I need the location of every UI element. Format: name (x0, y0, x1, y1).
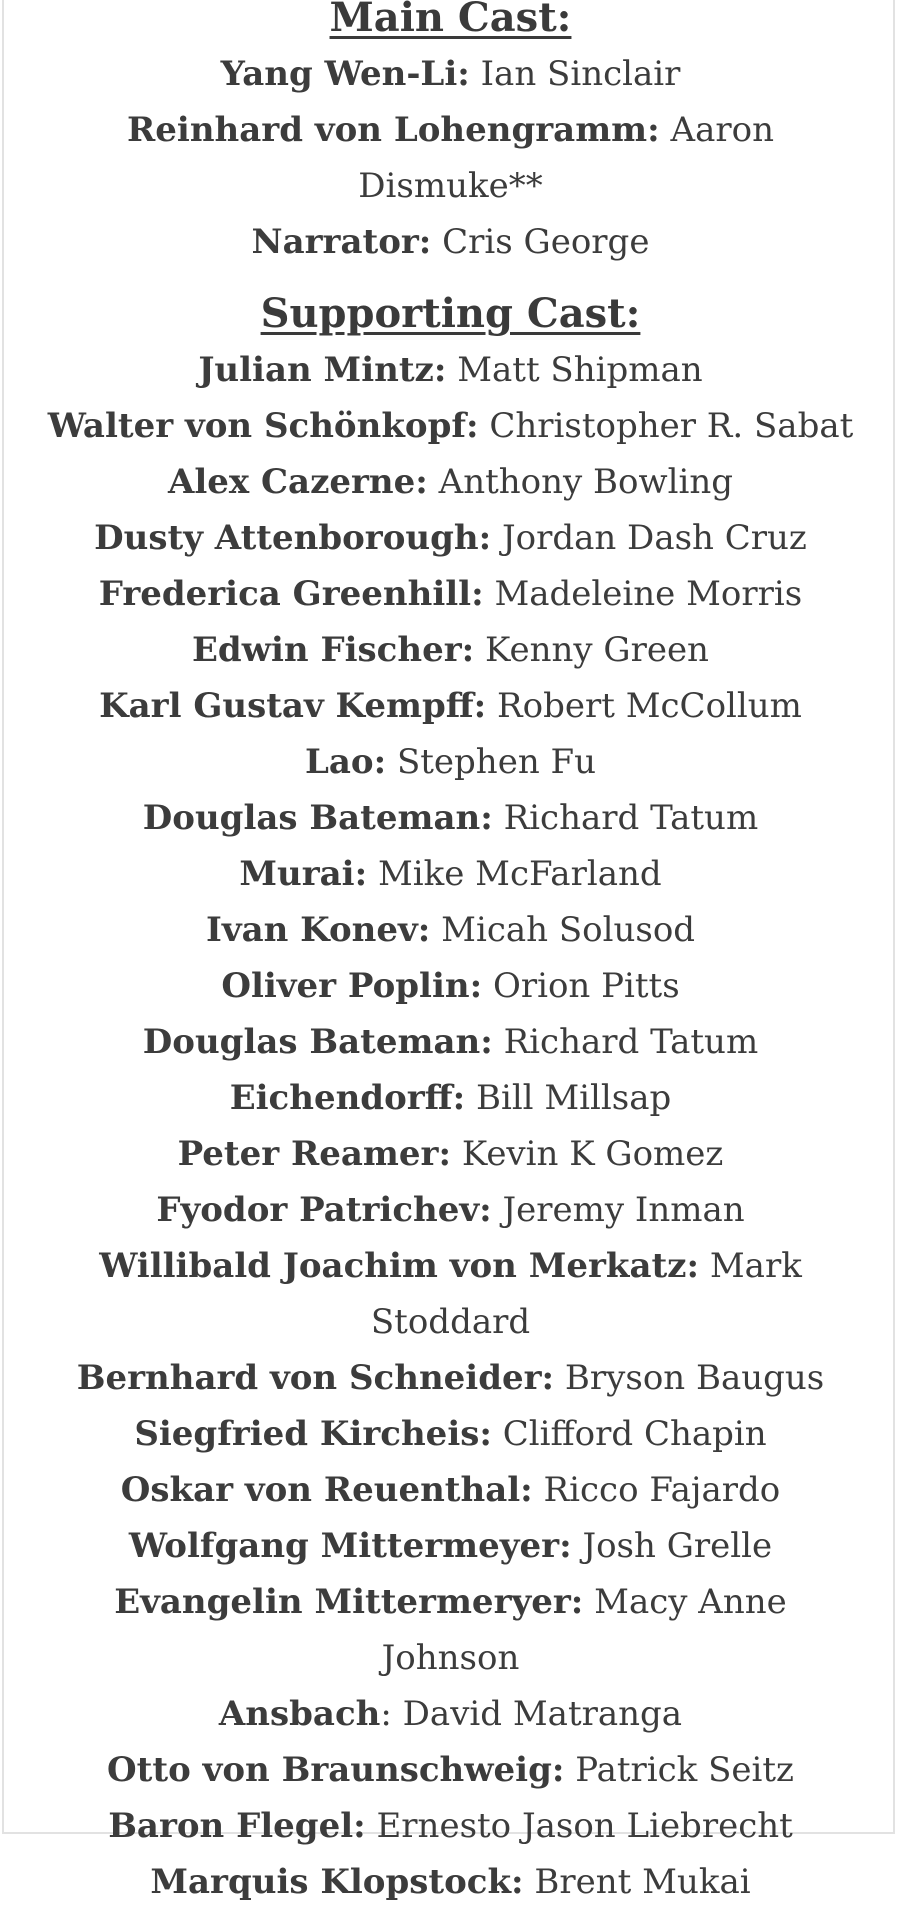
character-name: Bernhard von Schneider: (76, 1358, 555, 1398)
main-cast-list (4, 46, 897, 270)
cast-entry (4, 902, 897, 958)
character-name: Douglas Bateman: (142, 1022, 493, 1062)
character-name: Willibald Joachim von Merkatz: (99, 1246, 700, 1286)
character-name: Lao: (304, 742, 387, 782)
actor-name: Ricco Fajardo (543, 1470, 781, 1510)
actor-name: Christopher R. Sabat (489, 406, 854, 446)
cast-entry (4, 846, 897, 902)
cast-entry (4, 1854, 897, 1910)
character-name: Frederica Greenhill: (98, 574, 484, 614)
character-name: Dusty Attenborough: (94, 518, 492, 558)
name-separator: : (380, 1694, 392, 1734)
actor-name: Cris George (442, 222, 650, 262)
actor-name: Matt Shipman (457, 350, 703, 390)
character-name: Murai: (239, 854, 368, 894)
actor-name: Jordan Dash Cruz (501, 518, 807, 558)
cast-entry (4, 1686, 897, 1742)
cast-entry (4, 734, 897, 790)
actor-name: Aaron Dismuke** (358, 110, 774, 206)
actor-name: Orion Pitts (492, 966, 680, 1006)
cast-entry (4, 622, 897, 678)
character-name: Edwin Fischer: (192, 630, 475, 670)
cast-entry (4, 214, 897, 270)
cast-entry (4, 342, 897, 398)
supporting-cast-heading: Supporting Cast: (260, 290, 641, 337)
cast-entry (4, 1070, 897, 1126)
character-name: Baron Flegel: (108, 1806, 366, 1846)
actor-name: Bill Millsap (475, 1078, 672, 1118)
cast-entry (4, 102, 897, 214)
actor-name: Madeleine Morris (494, 574, 803, 614)
character-name: Marquis Klopstock: (150, 1862, 524, 1902)
cast-entry (4, 1014, 897, 1070)
cast-entry (4, 1406, 897, 1462)
supporting-cast-list (4, 342, 897, 1910)
actor-name: Kevin K Gomez (461, 1134, 724, 1174)
character-name: Siegfried Kircheis: (134, 1414, 492, 1454)
actor-name: Jeremy Inman (502, 1190, 745, 1230)
actor-name: Bryson Baugus (564, 1358, 825, 1398)
character-name: Ivan Konev: (205, 910, 431, 950)
cast-entry (4, 1238, 897, 1350)
actor-name: Clifford Chapin (502, 1414, 767, 1454)
character-name: Douglas Bateman: (142, 798, 493, 838)
cast-entry (4, 678, 897, 734)
cast-entry (4, 1798, 897, 1854)
actor-name: Kenny Green (484, 630, 709, 670)
character-name: Julian Mintz: (198, 350, 447, 390)
main-cast-heading: Main Cast: (329, 0, 572, 41)
actor-name: Ian Sinclair (480, 54, 681, 94)
character-name: Yang Wen-Li: (220, 54, 470, 94)
character-name: Oliver Poplin: (221, 966, 483, 1006)
character-name: Evangelin Mittermeryer: (114, 1582, 584, 1622)
character-name: Walter von Schönkopf: (47, 406, 479, 446)
character-name: Narrator: (251, 222, 432, 262)
cast-entry (4, 1462, 897, 1518)
actor-name: Stephen Fu (396, 742, 597, 782)
character-name: Peter Reamer: (177, 1134, 452, 1174)
actor-name: Brent Mukai (534, 1862, 751, 1902)
cast-entry (4, 1182, 897, 1238)
character-name: Fyodor Patrichev: (156, 1190, 492, 1230)
character-name: Oskar von Reuenthal: (120, 1470, 533, 1510)
actor-name: Richard Tatum (503, 1022, 759, 1062)
cast-entry (4, 958, 897, 1014)
cast-content (4, 0, 897, 1910)
cast-entry (4, 454, 897, 510)
actor-name: Josh Grelle (582, 1526, 773, 1566)
character-name: Eichendorff: (229, 1078, 466, 1118)
actor-name: Ernesto Jason Liebrecht (376, 1806, 793, 1846)
cast-entry (4, 566, 897, 622)
cast-entry (4, 1574, 897, 1686)
actor-name: Richard Tatum (503, 798, 759, 838)
cast-entry (4, 398, 897, 454)
actor-name: Patrick Seitz (575, 1750, 794, 1790)
character-name: Karl Gustav Kempff: (99, 686, 487, 726)
cast-article (2, 0, 895, 1902)
actor-name: Micah Solusod (441, 910, 696, 950)
character-name: Ansbach (218, 1694, 381, 1734)
cast-entry (4, 1126, 897, 1182)
actor-name: David Matranga (402, 1694, 683, 1734)
actor-name: Macy Anne Johnson (381, 1582, 787, 1678)
cast-entry (4, 510, 897, 566)
cast-entry (4, 1350, 897, 1406)
character-name: Alex Cazerne: (167, 462, 428, 502)
character-name: Reinhard von Lohengramm: (127, 110, 660, 150)
cast-entry (4, 1742, 897, 1798)
cast-entry (4, 790, 897, 846)
character-name: Otto von Braunschweig: (107, 1750, 565, 1790)
character-name: Wolfgang Mittermeyer: (128, 1526, 572, 1566)
actor-name: Mark Stoddard (370, 1246, 802, 1342)
cast-entry (4, 46, 897, 102)
actor-name: Mike McFarland (377, 854, 662, 894)
cast-entry (4, 1518, 897, 1574)
actor-name: Robert McCollum (497, 686, 802, 726)
actor-name: Anthony Bowling (438, 462, 734, 502)
